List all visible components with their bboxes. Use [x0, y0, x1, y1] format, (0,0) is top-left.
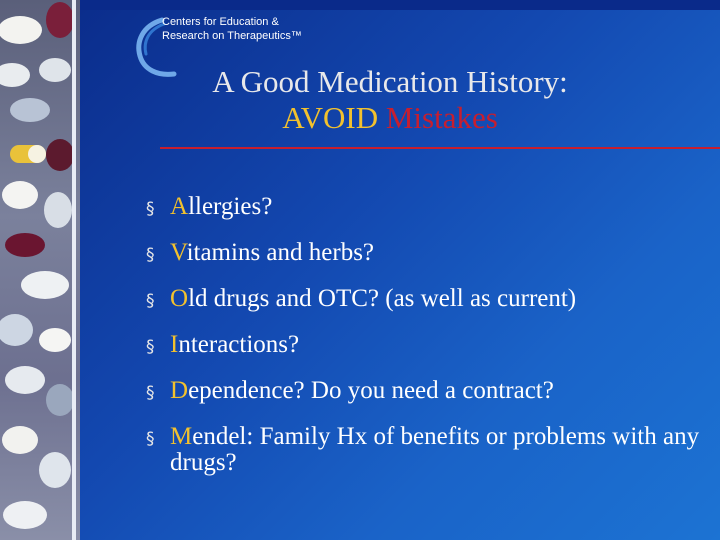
bullet-marker: § [146, 199, 155, 219]
bullet-text: llergies? [188, 193, 273, 220]
bullet-initial: V [170, 239, 187, 266]
bullet-marker: § [146, 429, 155, 449]
bullet-marker: § [146, 383, 155, 403]
pill-photo-strip [0, 0, 80, 540]
org-name-line1: Centers for Education & [162, 16, 279, 28]
bullet-item [146, 424, 716, 476]
bullet-item [146, 332, 716, 358]
pills-image [0, 0, 80, 540]
bullet-initial: O [170, 285, 189, 312]
slide-title [140, 64, 640, 136]
title-line2 [140, 100, 640, 136]
bullet-marker: § [146, 245, 155, 265]
strip-border [72, 0, 76, 540]
title-line1: A Good Medication History: [212, 64, 568, 99]
org-name-line2: Research on Therapeutics™ [162, 30, 302, 42]
title-underline [160, 147, 720, 149]
bullet-text: nteractions? [178, 331, 300, 358]
bullet-text: ld drugs and OTC? (as well as current) [188, 285, 577, 312]
title-line2-accent: AVOID [282, 100, 379, 135]
bullet-item [146, 194, 716, 220]
bullet-initial: A [170, 193, 189, 220]
bullet-text: itamins and herbs? [186, 239, 375, 266]
bullet-marker: § [146, 291, 155, 311]
bullet-text: ependence? Do you need a contract? [188, 377, 554, 404]
bullet-marker: § [146, 337, 155, 357]
title-line2-rest: Mistakes [378, 100, 498, 135]
bullet-list [146, 194, 716, 496]
bullet-item [146, 378, 716, 404]
bullet-item [146, 286, 716, 312]
bullet-text: endel: Family Hx of benefits or problems with any drugs? [170, 423, 700, 476]
org-name [162, 15, 302, 43]
bullet-initial: I [170, 331, 179, 358]
bullet-initial: D [170, 377, 189, 404]
bullet-initial: M [170, 423, 193, 450]
bullet-item [146, 240, 716, 266]
